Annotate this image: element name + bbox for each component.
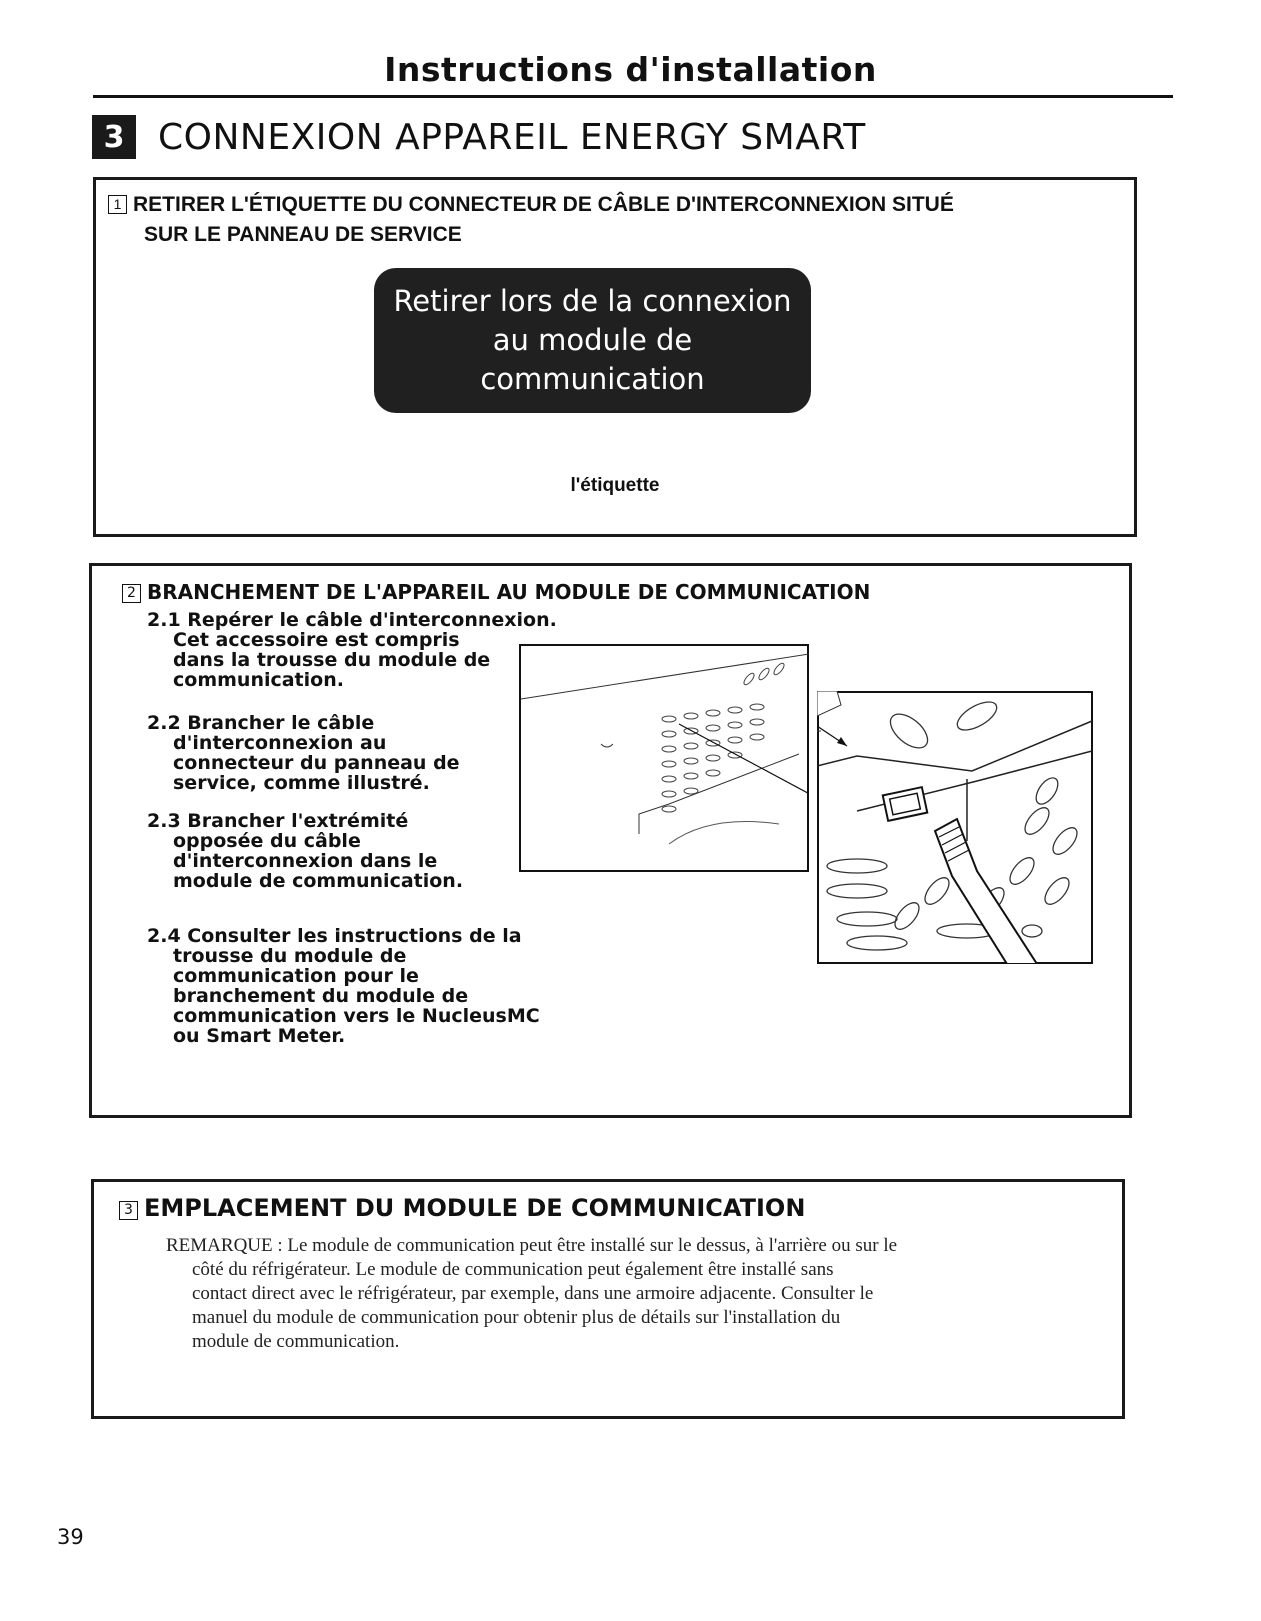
- substep-2-1-line4: communication.: [173, 669, 344, 691]
- connector-closeup-diagram: [817, 691, 1093, 964]
- label-caption: l'étiquette: [570, 475, 660, 496]
- banner-line-3: communication: [480, 362, 705, 396]
- substep-2-2-line4: service, comme illustré.: [173, 772, 430, 794]
- step2-title-text: BRANCHEMENT DE L'APPAREIL AU MODULE DE COMMUNICATION: [147, 580, 871, 604]
- substep-2-3-line2: opposée du câble: [173, 830, 361, 852]
- step1-title-line1: RETIRER L'ÉTIQUETTE DU CONNECTEUR DE CÂBLE D'INTERCONNEXION SITUÉ: [133, 193, 954, 216]
- step1-title-line2: SUR LE PANNEAU DE SERVICE: [144, 223, 462, 246]
- substep-2-3-line4: module de communication.: [173, 870, 464, 892]
- header-rule: [93, 95, 1173, 98]
- step2-title: [122, 580, 870, 604]
- section-title: CONNEXION APPAREIL ENERGY SMART: [158, 116, 866, 158]
- substep-2-3-line1: 2.3 Brancher l'extrémité: [147, 810, 409, 832]
- banner-line-2: au module de: [492, 323, 693, 357]
- section-number-badge: 3: [92, 115, 136, 159]
- substep-2-4-line3: communication pour le: [173, 965, 419, 987]
- service-panel-diagram: [519, 644, 809, 872]
- step1-number: 1: [108, 195, 127, 214]
- substep-2-4-line6: ou Smart Meter.: [173, 1025, 346, 1047]
- substep-2-4-line1: 2.4 Consulter les instructions de la: [147, 925, 522, 947]
- page-number: 39: [57, 1525, 84, 1549]
- step3-note-line5: module de communication.: [192, 1331, 400, 1352]
- step1-box: [93, 177, 1137, 537]
- substep-2-4-line5: communication vers le NucleusMC: [173, 1005, 540, 1027]
- substep-2-2-line3: connecteur du panneau de: [173, 752, 460, 774]
- page-header-title: Instructions d'installation: [384, 50, 877, 89]
- step3-title-text: EMPLACEMENT DU MODULE DE COMMUNICATION: [144, 1194, 806, 1222]
- step3-title: [119, 1194, 805, 1222]
- step3-note-line2: côté du réfrigérateur. Le module de communication peut également être installé sans: [192, 1259, 834, 1280]
- step1-title: [108, 190, 1108, 250]
- substep-2-3-line3: d'interconnexion dans le: [173, 850, 438, 872]
- step3-note-line3: contact direct avec le réfrigérateur, par exemple, dans une armoire adjacente. Consulter le: [192, 1283, 874, 1304]
- step3-note-line1: REMARQUE : Le module de communication peut être installé sur le dessus, à l'arrière ou sur le: [166, 1235, 898, 1256]
- removal-label-banner: [374, 268, 811, 413]
- substep-2-1-line3: dans la trousse du module de: [173, 649, 491, 671]
- substep-2-4: [147, 926, 617, 1046]
- step2-box: [89, 563, 1132, 1118]
- substep-2-1-line1: 2.1 Repérer le câble d'interconnexion.: [147, 609, 557, 631]
- step3-box: [91, 1179, 1125, 1419]
- substep-2-2-line1: 2.2 Brancher le câble: [147, 712, 375, 734]
- substep-2-2-line2: d'interconnexion au: [173, 732, 387, 754]
- substep-2-4-line4: branchement du module de: [173, 985, 469, 1007]
- section-heading: [92, 112, 866, 162]
- substep-2-1-line2: Cet accessoire est compris: [173, 629, 460, 651]
- step3-note-line4: manuel du module de communication pour obtenir plus de détails sur l'installation du: [192, 1307, 841, 1328]
- step2-number: 2: [122, 584, 141, 603]
- step3-note: [166, 1234, 1086, 1354]
- step3-number: 3: [119, 1201, 138, 1220]
- substep-2-4-line2: trousse du module de: [173, 945, 407, 967]
- banner-line-1: Retirer lors de la connexion: [393, 284, 792, 318]
